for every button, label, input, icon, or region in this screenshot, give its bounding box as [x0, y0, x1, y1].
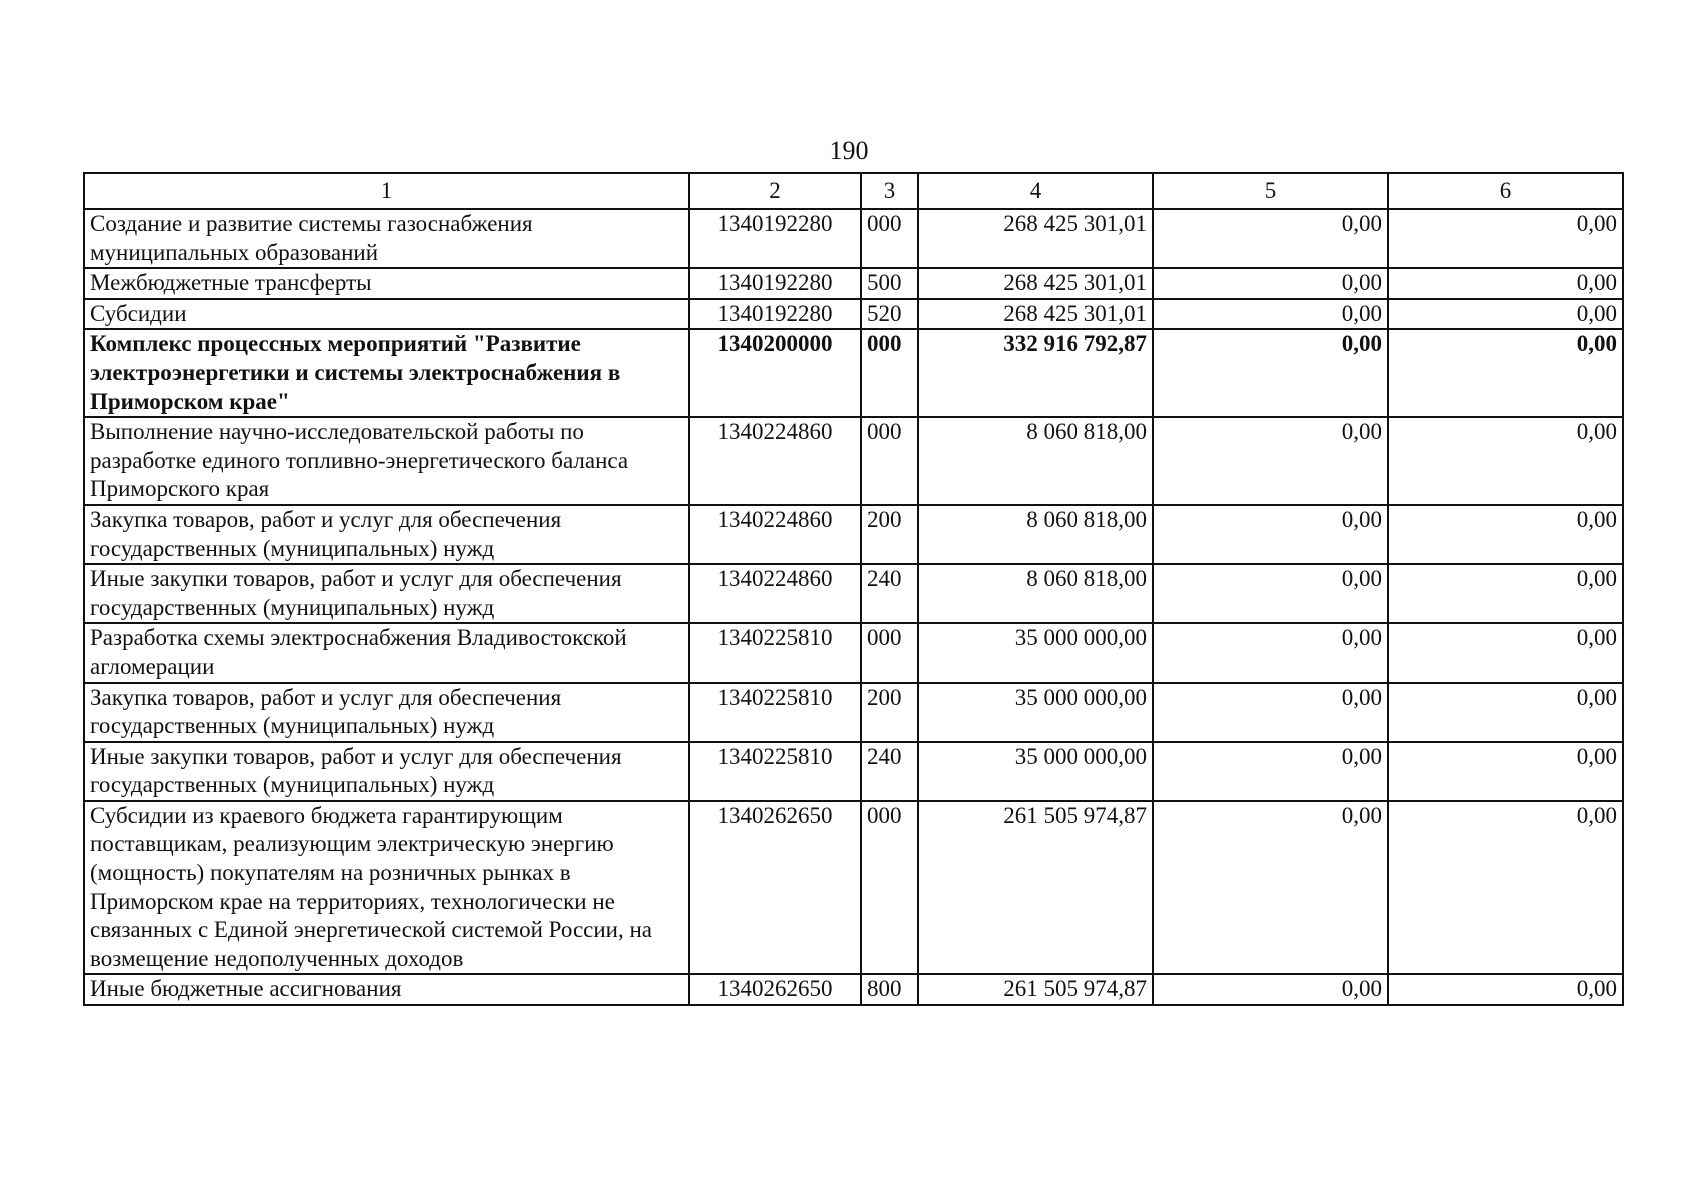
row-value-col5: 0,00: [1153, 329, 1388, 417]
row-value-col4: 268 425 301,01: [918, 209, 1153, 268]
row-name-cell: Комплекс процессных мероприятий "Развитие электроэнергетики и системы электроснабжения в Приморском крае": [84, 329, 689, 417]
row-value-col6: 0,00: [1388, 505, 1623, 564]
row-type-cell: 520: [861, 299, 918, 330]
row-value-col6: 0,00: [1388, 268, 1623, 299]
row-name-cell: Иные бюджетные ассигнования: [84, 974, 689, 1005]
table-row: [84, 742, 1623, 801]
row-value-col6: 0,00: [1388, 742, 1623, 801]
row-value-col6: 0,00: [1388, 329, 1623, 417]
row-value-col5: 0,00: [1153, 417, 1388, 505]
row-name-cell: Закупка товаров, работ и услуг для обеспечения государственных (муниципальных) нужд: [84, 505, 689, 564]
row-name-cell: Иные закупки товаров, работ и услуг для обеспечения государственных (муниципальных) нужд: [84, 564, 689, 623]
row-name-cell: Иные закупки товаров, работ и услуг для обеспечения государственных (муниципальных) нужд: [84, 742, 689, 801]
row-name-cell: Межбюджетные трансферты: [84, 268, 689, 299]
row-type-cell: 000: [861, 417, 918, 505]
row-value-col6: 0,00: [1388, 623, 1623, 682]
row-value-col5: 0,00: [1153, 505, 1388, 564]
row-value-col4: 268 425 301,01: [918, 268, 1153, 299]
row-name-cell: Выполнение научно-исследовательской работы по разработке единого топливно-энергетического баланса Приморского края: [84, 417, 689, 505]
table-row: [84, 268, 1623, 299]
page-number: 190: [829, 136, 869, 165]
column-header-4: 4: [918, 173, 1153, 209]
row-code-cell: 1340262650: [689, 801, 861, 975]
row-value-col4: 332 916 792,87: [918, 329, 1153, 417]
row-type-cell: 240: [861, 564, 918, 623]
table-row: [84, 329, 1623, 417]
row-value-col6: 0,00: [1388, 417, 1623, 505]
row-code-cell: 1340192280: [689, 299, 861, 330]
row-code-cell: 1340262650: [689, 974, 861, 1005]
row-value-col6: 0,00: [1388, 974, 1623, 1005]
row-code-cell: 1340192280: [689, 209, 861, 268]
row-type-cell: 000: [861, 623, 918, 682]
row-code-cell: 1340224860: [689, 505, 861, 564]
row-value-col6: 0,00: [1388, 801, 1623, 975]
row-type-cell: 000: [861, 329, 918, 417]
row-name-cell: Создание и развитие системы газоснабжения муниципальных образований: [84, 209, 689, 268]
row-name-cell: Субсидии из краевого бюджета гарантирующим поставщикам, реализующим электрическую энергию (мощность) покупателям на розничных рынках в Приморском крае на территориях, технологически не связанных с Единой энергетической системой России, на возмещение недополученных доходов: [84, 801, 689, 975]
table-header-row: [84, 173, 1623, 209]
row-value-col4: 261 505 974,87: [918, 801, 1153, 975]
row-code-cell: 1340225810: [689, 683, 861, 742]
table-row: [84, 801, 1623, 975]
row-value-col5: 0,00: [1153, 801, 1388, 975]
row-type-cell: 240: [861, 742, 918, 801]
column-header-1: 1: [84, 173, 689, 209]
row-type-cell: 000: [861, 209, 918, 268]
row-value-col4: 8 060 818,00: [918, 417, 1153, 505]
row-name-cell: Субсидии: [84, 299, 689, 330]
row-value-col4: 261 505 974,87: [918, 974, 1153, 1005]
row-value-col5: 0,00: [1153, 299, 1388, 330]
row-value-col4: 35 000 000,00: [918, 683, 1153, 742]
row-value-col6: 0,00: [1388, 209, 1623, 268]
row-type-cell: 500: [861, 268, 918, 299]
row-value-col5: 0,00: [1153, 742, 1388, 801]
row-value-col6: 0,00: [1388, 683, 1623, 742]
row-value-col6: 0,00: [1388, 299, 1623, 330]
row-type-cell: 000: [861, 801, 918, 975]
table-row: [84, 505, 1623, 564]
row-type-cell: 200: [861, 505, 918, 564]
row-value-col5: 0,00: [1153, 268, 1388, 299]
row-value-col4: 8 060 818,00: [918, 564, 1153, 623]
row-value-col5: 0,00: [1153, 683, 1388, 742]
row-code-cell: 1340224860: [689, 417, 861, 505]
row-code-cell: 1340225810: [689, 742, 861, 801]
table-row: [84, 299, 1623, 330]
row-value-col4: 35 000 000,00: [918, 742, 1153, 801]
row-value-col5: 0,00: [1153, 974, 1388, 1005]
row-code-cell: 1340225810: [689, 623, 861, 682]
row-code-cell: 1340192280: [689, 268, 861, 299]
table-row: [84, 209, 1623, 268]
row-value-col5: 0,00: [1153, 564, 1388, 623]
table-row: [84, 683, 1623, 742]
row-name-cell: Закупка товаров, работ и услуг для обеспечения государственных (муниципальных) нужд: [84, 683, 689, 742]
row-code-cell: 1340200000: [689, 329, 861, 417]
column-header-3: 3: [861, 173, 918, 209]
column-header-6: 6: [1388, 173, 1623, 209]
column-header-5: 5: [1153, 173, 1388, 209]
budget-table: [83, 172, 1624, 1006]
row-value-col5: 0,00: [1153, 623, 1388, 682]
table-row: [84, 974, 1623, 1005]
row-type-cell: 800: [861, 974, 918, 1005]
row-value-col6: 0,00: [1388, 564, 1623, 623]
row-code-cell: 1340224860: [689, 564, 861, 623]
row-name-cell: Разработка схемы электроснабжения Владивостокской агломерации: [84, 623, 689, 682]
row-value-col5: 0,00: [1153, 209, 1388, 268]
table-row: [84, 417, 1623, 505]
table-row: [84, 623, 1623, 682]
column-header-2: 2: [689, 173, 861, 209]
row-type-cell: 200: [861, 683, 918, 742]
table-row: [84, 564, 1623, 623]
row-value-col4: 268 425 301,01: [918, 299, 1153, 330]
row-value-col4: 8 060 818,00: [918, 505, 1153, 564]
row-value-col4: 35 000 000,00: [918, 623, 1153, 682]
table-body: [84, 209, 1623, 1005]
